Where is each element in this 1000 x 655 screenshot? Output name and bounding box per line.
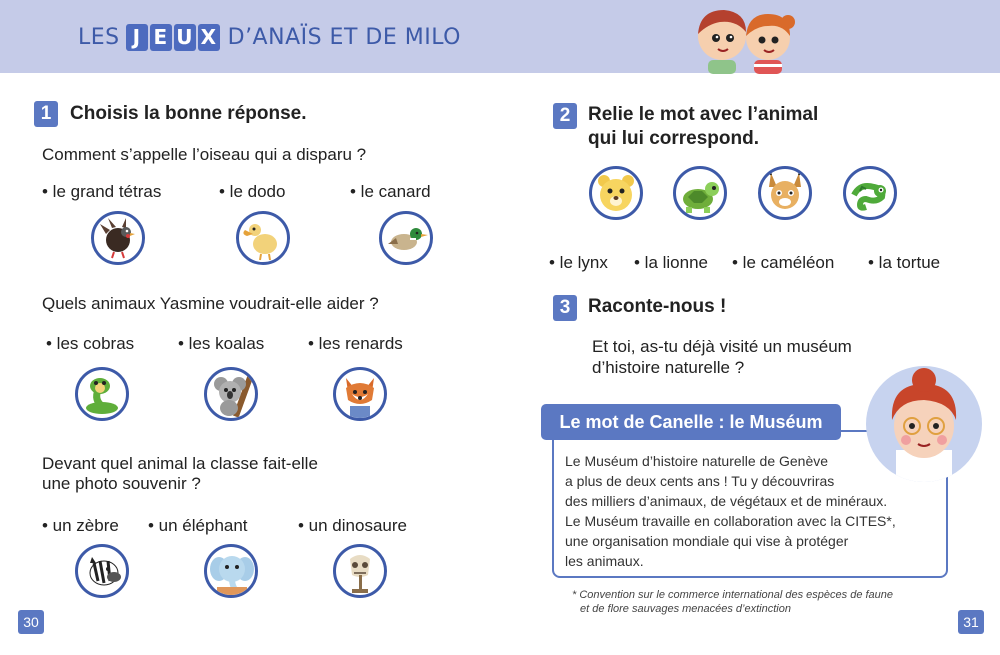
question-3-line2: d’histoire naturelle ? <box>592 358 745 377</box>
info-line: Le Muséum d’histoire naturelle de Genève <box>565 453 829 469</box>
info-line: les animaux. <box>565 553 644 569</box>
lion-icon <box>589 166 643 220</box>
info-box-text <box>565 451 896 571</box>
option-grand-tetras[interactable]: • le grand tétras <box>42 182 162 201</box>
option-lynx[interactable]: • le lynx <box>549 253 608 272</box>
question-1-title: Choisis la bonne réponse. <box>70 103 307 124</box>
info-line: a plus de deux cents ans ! Tu y découvriras <box>565 473 835 489</box>
page-number-right: 31 <box>958 610 984 634</box>
question-1c-line1: Devant quel animal la classe fait-elle <box>42 454 318 473</box>
turkey-icon <box>91 211 145 265</box>
question-1b-text: Quels animaux Yasmine voudrait-elle aider ? <box>42 294 379 313</box>
option-renards[interactable]: • les renards <box>308 334 403 353</box>
footnote-line1: * Convention sur le commerce international des espèces de faune <box>572 589 894 601</box>
option-dodo[interactable]: • le dodo <box>219 182 286 201</box>
info-line: des milliers d’animaux, de végétaux et de minéraux. <box>565 493 888 509</box>
question-3-line1: Et toi, as-tu déjà visité un muséum <box>592 337 852 356</box>
jeux-letter: E <box>150 24 172 51</box>
option-cameleon[interactable]: • le caméléon <box>732 253 835 272</box>
header-title-prefix: LES <box>78 25 120 50</box>
jeux-letter: J <box>126 24 148 51</box>
option-elephant[interactable]: • un éléphant <box>148 516 248 535</box>
jeux-letter: U <box>174 24 196 51</box>
zebra-icon <box>75 544 129 598</box>
header-jeux-letters <box>126 24 222 51</box>
page-number-left: 30 <box>18 610 44 634</box>
dinosaur-icon <box>333 544 387 598</box>
cobra-icon <box>75 367 129 421</box>
footnote-line2: et de flore sauvages menacées d’extinction <box>580 603 791 615</box>
question-2-title-line2: qui lui correspond. <box>588 128 760 149</box>
option-canard[interactable]: • le canard <box>350 182 431 201</box>
option-dinosaure[interactable]: • un dinosaure <box>298 516 407 535</box>
lynx-icon <box>758 166 812 220</box>
fox-icon <box>333 367 387 421</box>
info-line: une organisation mondiale qui vise à protéger <box>565 533 849 549</box>
question-number-3: 3 <box>553 295 577 321</box>
option-tortue[interactable]: • la tortue <box>868 253 941 272</box>
turtle-icon <box>673 166 727 220</box>
dodo-icon <box>236 211 290 265</box>
jeux-letter: X <box>198 24 220 51</box>
duck-icon <box>379 211 433 265</box>
question-1a-text: Comment s’appelle l’oiseau qui a disparu ? <box>42 145 367 164</box>
option-koalas[interactable]: • les koalas <box>178 334 265 353</box>
canelle-avatar <box>866 366 982 482</box>
question-1c-line2: une photo souvenir ? <box>42 474 201 493</box>
question-2-title-line1: Relie le mot avec l’animal <box>588 104 819 125</box>
header-title <box>78 24 461 51</box>
question-number-2: 2 <box>553 103 577 129</box>
info-line: Le Muséum travaille en collaboration avec la CITES*, <box>565 513 896 529</box>
elephant-icon <box>204 544 258 598</box>
chameleon-icon <box>843 166 897 220</box>
koala-icon <box>204 367 258 421</box>
header-title-suffix: D’ANAÏS ET DE MILO <box>227 25 461 50</box>
option-lionne[interactable]: • la lionne <box>634 253 709 272</box>
option-zebre[interactable]: • un zèbre <box>42 516 119 535</box>
info-box-title: Le mot de Canelle : le Muséum <box>541 404 841 440</box>
footnote <box>572 588 893 616</box>
question-number-1: 1 <box>34 101 58 127</box>
question-3-title: Raconte-nous ! <box>588 296 727 317</box>
option-cobras[interactable]: • les cobras <box>46 334 135 353</box>
kids-illustration-icon <box>690 4 800 74</box>
